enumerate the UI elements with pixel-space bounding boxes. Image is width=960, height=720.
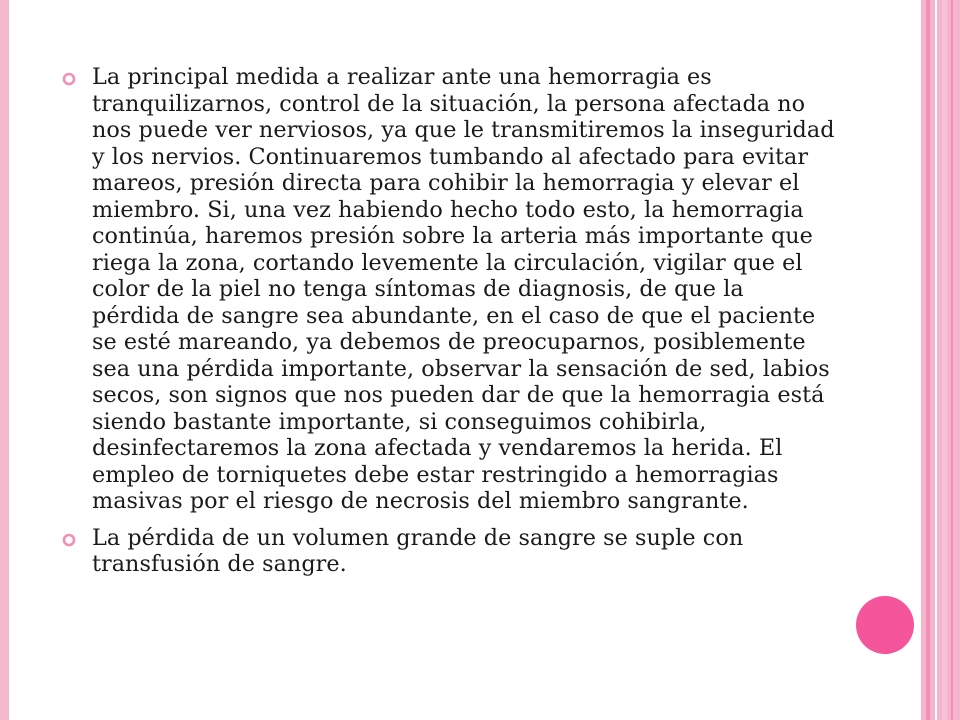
- ring-bullet-icon: [62, 525, 92, 547]
- ring-bullet-icon: [62, 64, 92, 86]
- right-border-stripe: [951, 0, 953, 720]
- left-border-band: [0, 0, 13, 720]
- bullet-text: La pérdida de un volumen grande de sangre se suple con transfusión de sangre.: [92, 524, 744, 577]
- right-border-stripe: [935, 0, 937, 720]
- bullet-text: La principal medida a realizar ante una hemorragia es tranquilizarnos, control de la situación, la persona afectada no nos puede ver nerviosos, ya que le transmitiremos la inseguridad y los nervios. Continuaremos tumbando al afectado para evitar mareos, presión directa para cohibir la hemorragia y elevar el miembro. Si, una vez habiendo hecho todo esto, la hemorragia continúa, haremos presión sobre la arteria más importante que riega la zona, cortando levemente la circulación, vigilar que el color de la piel no tenga síntomas de diagnosis, de que la pérdida de sangre sea abundante, en el caso de que el paciente se esté mareando, ya debemos de preocuparnos, posiblemente sea una pérdida importante, observar la sensación de sed, labios secos, son signos que nos pueden dar de que la hemorragia está siendo bastante importante, si conseguimos cohibirla, desinfectaremos la zona afectada y vendaremos la herida. El empleo de torniquetes debe estar restringido a hemorragias masivas por el riesgo de necrosis del miembro sangrante.: [92, 64, 835, 514]
- bullet-item: [62, 525, 837, 578]
- right-border-stripe: [926, 0, 930, 720]
- right-border-stripe: [918, 0, 921, 720]
- right-border-stripe: [942, 0, 947, 720]
- slide-content: [62, 64, 837, 588]
- bullet-item: [62, 64, 837, 515]
- decorative-circle: [856, 596, 914, 654]
- right-border-band: [918, 0, 960, 720]
